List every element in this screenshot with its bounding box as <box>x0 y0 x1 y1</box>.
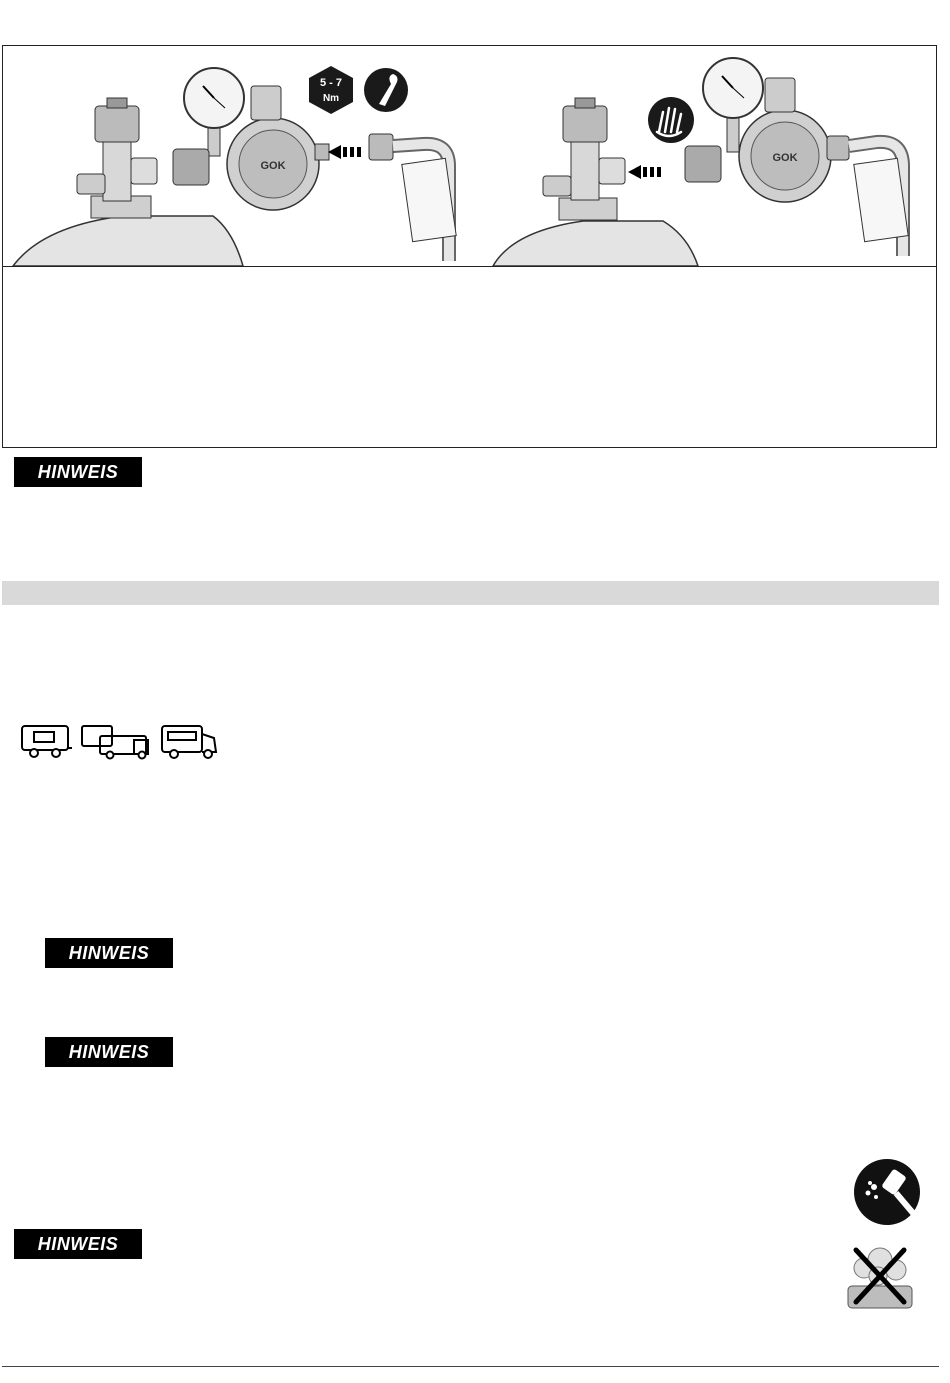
push-arrow-left <box>328 145 361 159</box>
torque-unit: Nm <box>322 93 340 104</box>
footer-rule <box>2 1366 939 1367</box>
regulator-brand-right: GOK <box>772 152 798 164</box>
torque-hexagon-icon <box>309 66 353 114</box>
food-truck-icon <box>162 726 216 758</box>
caravan-icon <box>22 726 72 757</box>
illustration-frame <box>2 45 937 448</box>
notice-label: HINWEIS <box>14 457 142 487</box>
regulator-hand-tighten-illustration <box>473 46 938 266</box>
regulator-mount-illustration <box>3 46 473 266</box>
notice-label: HINWEIS <box>14 1229 142 1259</box>
vehicle-type-icons <box>20 722 220 760</box>
torque-value: 5 - 7 <box>319 77 343 89</box>
wrench-icon <box>364 68 408 112</box>
no-bubble-test-icon <box>838 1242 922 1312</box>
regulator-brand-left: GOK <box>260 160 286 172</box>
notice-label: HINWEIS <box>45 1037 173 1067</box>
notice-label: HINWEIS <box>45 938 173 968</box>
leak-spray-icon <box>852 1157 922 1227</box>
hand-tighten-icon <box>648 97 694 143</box>
section-heading-bar <box>2 581 939 605</box>
push-arrow-right <box>628 165 661 179</box>
motorhome-icon <box>82 726 148 759</box>
frame-divider <box>3 266 936 267</box>
